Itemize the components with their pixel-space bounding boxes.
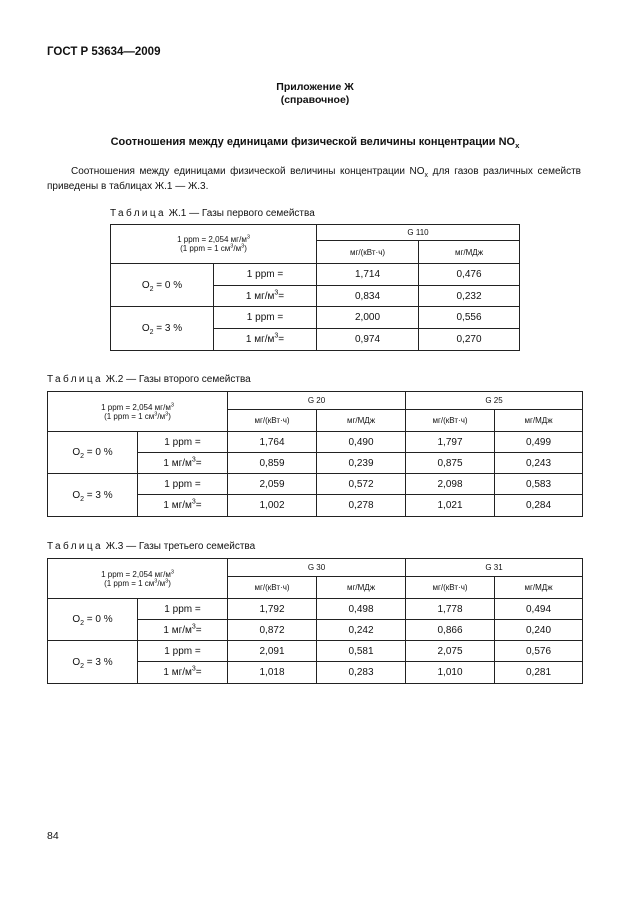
col-header-kwh: мг/(кВт·ч) bbox=[406, 577, 495, 599]
table-cell: 0,556 bbox=[419, 307, 520, 329]
table-cell: 0,232 bbox=[419, 286, 520, 307]
table-2-caption: Таблица Ж.2 — Газы второго семейства bbox=[47, 374, 251, 385]
table-cell: 2,091 bbox=[228, 641, 317, 662]
gas-header: G 31 bbox=[406, 559, 583, 577]
table-cell: 0,572 bbox=[317, 474, 406, 495]
table-cell: 0,239 bbox=[317, 453, 406, 474]
condition-o2-3: $O_2 = 3$ % bbox=[48, 474, 138, 517]
table-cell: 1,021 bbox=[406, 495, 495, 517]
annex-title: Приложение Ж bbox=[276, 81, 354, 93]
condition-o2-0: $O_2 = 0$ % bbox=[48, 599, 138, 641]
intro-paragraph: Соотношения между единицами физической величины концентрации $NO_x$ для газов различных семейств приведены в таблицах Ж.1 — Ж.3. bbox=[47, 166, 581, 192]
condition-o2-3: $O_2 = 3$ % bbox=[111, 307, 214, 351]
col-header-kwh: мг/(кВт·ч) bbox=[317, 241, 419, 264]
row-label-ppm: 1 ppm = bbox=[138, 474, 228, 495]
row-label-mg: 1 $мг/м^3=$ bbox=[138, 620, 228, 641]
row-label-ppm: 1 ppm = bbox=[214, 264, 317, 286]
table-2 bbox=[47, 391, 583, 517]
table-cell: 0,499 bbox=[495, 432, 583, 453]
table-cell: 0,494 bbox=[495, 599, 583, 620]
table-cell: 0,284 bbox=[495, 495, 583, 517]
col-header-mj: мг/МДж bbox=[495, 577, 583, 599]
table-cell: 0,834 bbox=[317, 286, 419, 307]
row-label-mg: 1 $мг/м^3=$ bbox=[138, 662, 228, 684]
col-header-mj: мг/МДж bbox=[317, 410, 406, 432]
table-cell: 0,872 bbox=[228, 620, 317, 641]
table-cell: 1,714 bbox=[317, 264, 419, 286]
row-label-mg: 1 $мг/м^3=$ bbox=[138, 495, 228, 517]
table-cell: 1,764 bbox=[228, 432, 317, 453]
col-header-kwh: мг/(кВт·ч) bbox=[228, 577, 317, 599]
col-header-mj: мг/МДж bbox=[419, 241, 520, 264]
condition-o2-3: $O_2 = 3$ % bbox=[48, 641, 138, 684]
table-cell: 0,283 bbox=[317, 662, 406, 684]
gas-header: G 110 bbox=[317, 225, 520, 241]
table-cell: 0,270 bbox=[419, 329, 520, 351]
table-cell: 1,010 bbox=[406, 662, 495, 684]
col-header-kwh: мг/(кВт·ч) bbox=[228, 410, 317, 432]
standard-code: ГОСТ Р 53634—2009 bbox=[47, 46, 161, 58]
units-header: 1 ppm = 2,054 $мг/м^3$ (1 ppm = 1 $см^3/м^3$) bbox=[48, 392, 228, 432]
table-cell: 1,797 bbox=[406, 432, 495, 453]
table-cell: 0,490 bbox=[317, 432, 406, 453]
table-cell: 0,498 bbox=[317, 599, 406, 620]
table-cell: 0,583 bbox=[495, 474, 583, 495]
table-1 bbox=[110, 224, 520, 351]
row-label-ppm: 1 ppm = bbox=[138, 641, 228, 662]
table-3-caption: Таблица Ж.3 — Газы третьего семейства bbox=[47, 541, 256, 552]
table-cell: 1,018 bbox=[228, 662, 317, 684]
table-cell: 0,281 bbox=[495, 662, 583, 684]
table-cell: 1,792 bbox=[228, 599, 317, 620]
condition-o2-0: $O_2 = 0$ % bbox=[48, 432, 138, 474]
section-heading: Соотношения между единицами физической величины концентрации $NO_x$ bbox=[110, 136, 520, 151]
gas-header: G 25 bbox=[406, 392, 583, 410]
units-header: 1 ppm = 2,054 $мг/м^3$ (1 ppm = 1 $см^3/м^3$) bbox=[111, 225, 317, 264]
table-cell: 1,002 bbox=[228, 495, 317, 517]
table-cell: 0,866 bbox=[406, 620, 495, 641]
table-cell: 0,859 bbox=[228, 453, 317, 474]
table-cell: 0,875 bbox=[406, 453, 495, 474]
annex-note: (справочное) bbox=[280, 94, 350, 106]
table-cell: 1,778 bbox=[406, 599, 495, 620]
row-label-mg: 1 $мг/м^3=$ bbox=[138, 453, 228, 474]
row-label-mg: 1 $мг/м^3=$ bbox=[214, 286, 317, 307]
table-cell: 2,059 bbox=[228, 474, 317, 495]
row-label-ppm: 1 ppm = bbox=[138, 432, 228, 453]
table-cell: 2,098 bbox=[406, 474, 495, 495]
table-cell: 0,242 bbox=[317, 620, 406, 641]
table-cell: 0,278 bbox=[317, 495, 406, 517]
table-cell: 0,576 bbox=[495, 641, 583, 662]
table-cell: 0,974 bbox=[317, 329, 419, 351]
table-cell: 0,243 bbox=[495, 453, 583, 474]
table-cell: 2,075 bbox=[406, 641, 495, 662]
table-3 bbox=[47, 558, 583, 684]
row-label-ppm: 1 ppm = bbox=[138, 599, 228, 620]
col-header-kwh: мг/(кВт·ч) bbox=[406, 410, 495, 432]
table-cell: 2,000 bbox=[317, 307, 419, 329]
table-cell: 0,581 bbox=[317, 641, 406, 662]
col-header-mj: мг/МДж bbox=[317, 577, 406, 599]
row-label-ppm: 1 ppm = bbox=[214, 307, 317, 329]
gas-header: G 20 bbox=[228, 392, 406, 410]
page-number: 84 bbox=[47, 830, 59, 842]
units-header: 1 ppm = 2,054 $мг/м^3$ (1 ppm = 1 $см^3/м^3$) bbox=[48, 559, 228, 599]
table-cell: 0,240 bbox=[495, 620, 583, 641]
condition-o2-0: $O_2 = 0$ % bbox=[111, 264, 214, 307]
gas-header: G 30 bbox=[228, 559, 406, 577]
table-1-caption: Таблица Ж.1 — Газы первого семейства bbox=[110, 208, 315, 219]
row-label-mg: 1 $мг/м^3=$ bbox=[214, 329, 317, 351]
col-header-mj: мг/МДж bbox=[495, 410, 583, 432]
table-cell: 0,476 bbox=[419, 264, 520, 286]
